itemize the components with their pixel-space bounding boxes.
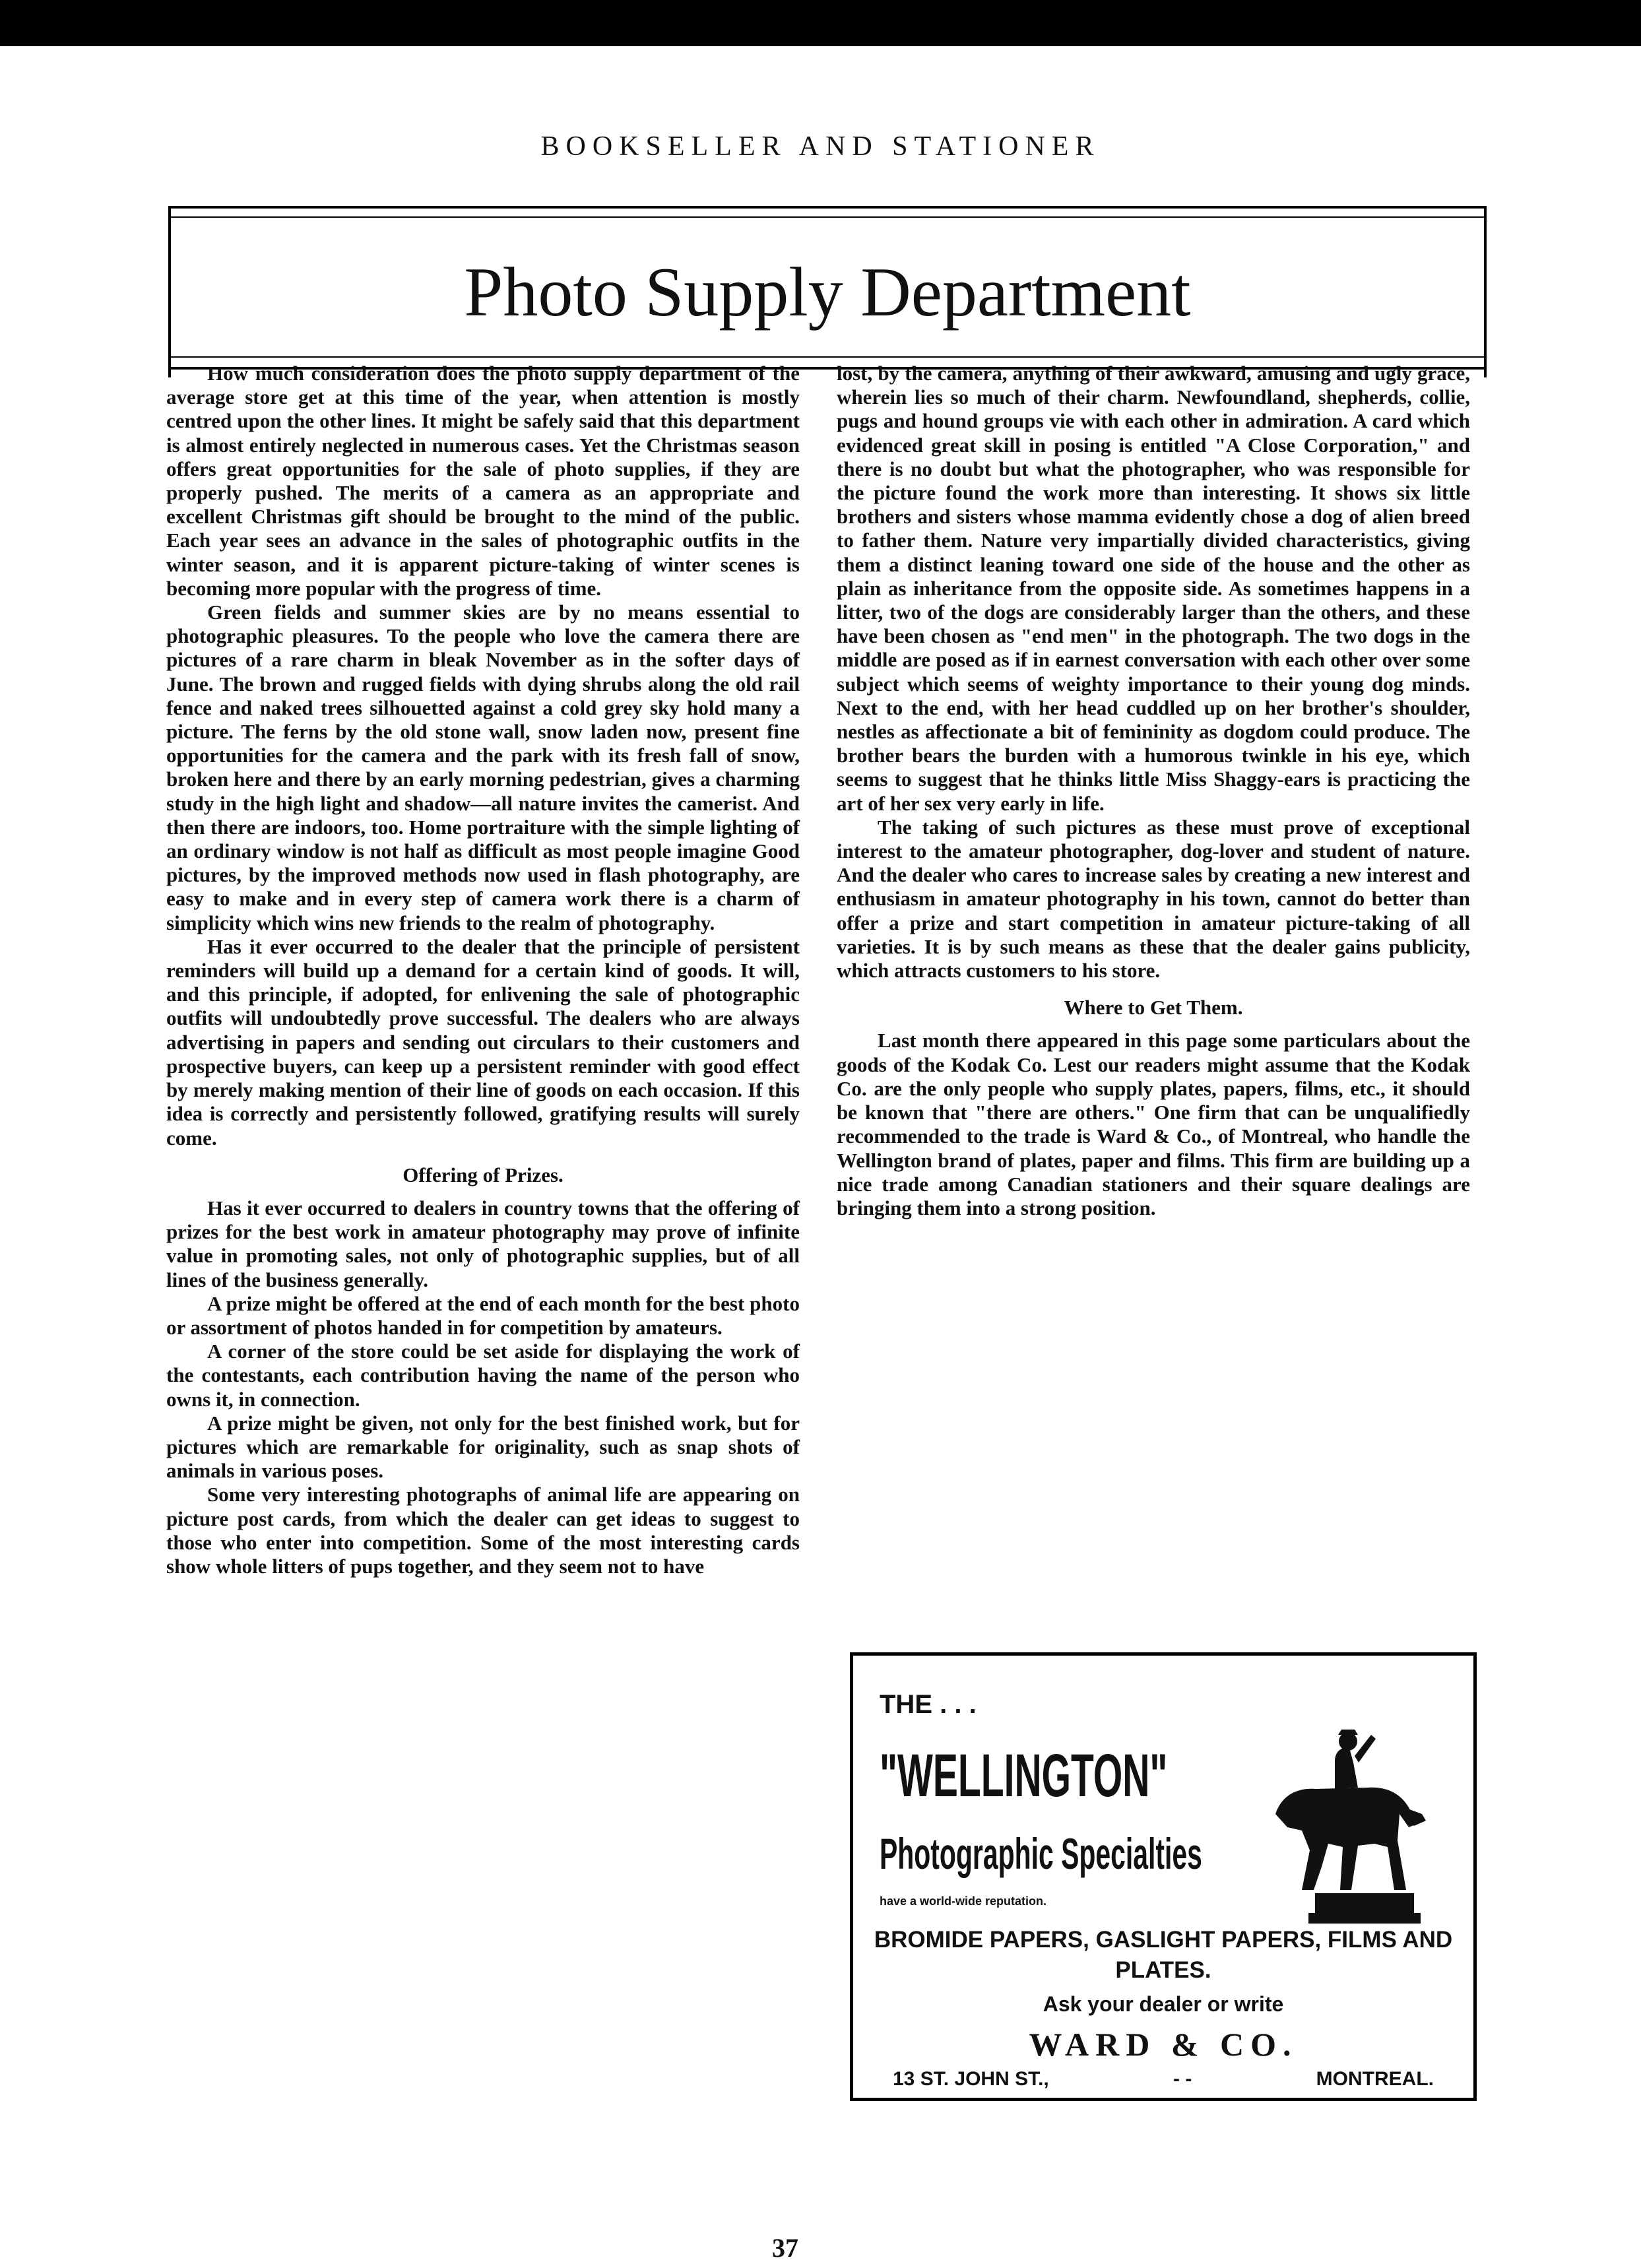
ad-the: THE . . .	[880, 1690, 977, 1719]
ad-reputation: have a world-wide reputation.	[880, 1895, 1047, 1908]
paragraph: Has it ever occurred to the dealer that the principle of persistent reminders will build up a demand for a certain kind of goods. It will, and this principle, if adopted, for enlivening the sale of photographic outfits will undoubtedly prove successful. The dealers who are always advertising in papers and sending out circulars to their customers and prospective buyers, can keep up a persistent reminder with good effect by merely making mention of their line of goods on each occasion. If this idea is correctly and persistently followed, gratifying results will surely come.	[166, 934, 800, 1150]
section-heading: Where to Get Them.	[1064, 996, 1243, 1020]
paragraph: A prize might be offered at the end of each month for the best photo or assortment of photos handed in for competition by amateurs.	[166, 1291, 800, 1339]
equestrian-statue-icon	[1236, 1715, 1440, 1926]
ad-address-city: MONTREAL.	[1316, 2068, 1434, 2090]
ad-specialties: Photographic Specialties	[880, 1829, 1202, 1878]
top-border-bar	[0, 0, 1641, 46]
running-head: BOOKSELLER AND STATIONER	[540, 131, 1101, 162]
page-number: 37	[772, 2233, 798, 2263]
title-box	[168, 206, 1487, 377]
article-column-left	[166, 362, 800, 1578]
ad-ask: Ask your dealer or write	[1043, 1992, 1284, 2016]
page-title: Photo Supply Department	[464, 253, 1191, 331]
ad-address-separator: - -	[1173, 2068, 1192, 2090]
paragraph: Green fields and summer skies are by no means essential to photographic pleasures. To the people who love the camera there are pictures of a rare charm in bleak November as in the softer days of June. The brown and rugged fields with dying shrubs along the old rail fence and naked trees silhouetted against a cold grey sky hold many a picture. The ferns by the old stone wall, snow laden now, present fine opportunities for the camera and the park with its fresh fall of snow, broken here and there by an early morning pedestrian, gives a charming study in the high light and shadow—all nature invites the camerist. And then there are indoors, too. Home portraiture with the simple lighting of an ordinary window is not half as difficult as most people imagine Good pictures, by the improved methods now used in flash photography, are easy to make and in every step of camera work there is a charm of simplicity which wins new friends to the realm of photography.	[166, 600, 800, 934]
ad-address-street: 13 ST. JOHN ST.,	[893, 2068, 1049, 2090]
paragraph: A corner of the store could be set aside for displaying the work of the contestants, each contribution having the name of the person who owns it, in connection.	[166, 1340, 800, 1411]
ad-brand: "WELLINGTON"	[880, 1742, 1168, 1809]
wellington-advertisement	[850, 1652, 1477, 2101]
paragraph: Some very interesting photographs of animal life are appearing on picture post cards, from which the dealer can get ideas to suggest to those who enter into competition. Some of the most interesting cards show whole litters of pups together, and they seem not to have	[166, 1483, 800, 1578]
article-column-right	[837, 362, 1470, 1220]
ad-products: BROMIDE PAPERS, GASLIGHT PAPERS, FILMS AND PLATES.	[874, 1927, 1453, 1983]
ad-address	[893, 2068, 1434, 2090]
paragraph: Last month there appeared in this page some particulars about the goods of the Kodak Co. Lest our readers might assume that the Kodak Co. are the only people who supply plates, papers, films, etc., it should be known that "there are others." One firm that can be unqualifiedly recommended to the trade is Ward & Co., of Montreal, who handle the Wellington brand of plates, paper and films. This firm are building up a nice trade among Canadian stationers and their square dealings are bringing them into a strong position.	[837, 1029, 1470, 1219]
ad-company: WARD & CO.	[1029, 2026, 1298, 2063]
paragraph: lost, by the camera, anything of their awkward, amusing and ugly grace, wherein lies so much of their charm. Newfoundland, shepherds, collie, pugs and hound groups vie with each other in admiration. A card which evidenced great skill in posing is entitled "A Close Corporation," and there is no doubt but what the photographer, who was responsible for the picture found the work more than interesting. It shows six little brothers and sisters whose mamma evidently chose a dog of alien breed to father them. Nature very impartially divided characteristics, giving them a distinct leaning toward one side of the house and the other as plain as inheritance from the opposite side. As sometimes happens in a litter, two of the dogs are considerably larger than the others, and these have been chosen as "end men" in the photograph. The two dogs in the middle are posed as if in earnest conversation with each other over some subject which seems of weighty importance to their young dog minds. Next to the end, with her head cuddled up on her brother's shoulder, nestles as affectionate a bit of femininity as dogdom could produce. The brother bears the burden with a humorous twinkle in his eye, which seems to suggest that he thinks little Miss Shaggy-ears is practicing the art of her sex very early in life.	[837, 362, 1470, 815]
section-heading: Offering of Prizes.	[402, 1163, 563, 1186]
title-top-rule	[171, 206, 1484, 209]
paragraph: Has it ever occurred to dealers in country towns that the offering of prizes for the best work in amateur photography may prove of infinite value in promoting sales, not only of photographic supplies, but of all lines of the business generally.	[166, 1196, 800, 1291]
paragraph: A prize might be given, not only for the best finished work, but for pictures which are remarkable for originality, such as snap shots of animals in various poses.	[166, 1411, 800, 1483]
paragraph: The taking of such pictures as these must prove of exceptional interest to the amateur photographer, dog-lover and student of nature. And the dealer who cares to increase sales by creating a new interest and enthusiasm in amateur photography in his town, cannot do better than offer a prize and start competition in amateur picture-taking of all varieties. It is by such means as these that the dealer gains publicity, which attracts customers to his store.	[837, 815, 1470, 983]
paragraph: How much consideration does the photo supply department of the average store get at this time of the year, when attention is mostly centred upon the other lines. It might be safely said that this department is almost entirely neglected in numerous cases. Yet the Christmas season offers great opportunities for the sale of photo supplies, if they are properly pushed. The merits of a camera as an appropriate and excellent Christmas gift should be brought to the mind of the public. Each year sees an advance in the sales of photographic outfits in the winter season, and it is apparent picture-taking of winter scenes is becoming more popular with the progress of time.	[166, 362, 800, 600]
title-top-thin-rule	[171, 216, 1484, 218]
title-bottom-thin-rule	[171, 356, 1484, 358]
